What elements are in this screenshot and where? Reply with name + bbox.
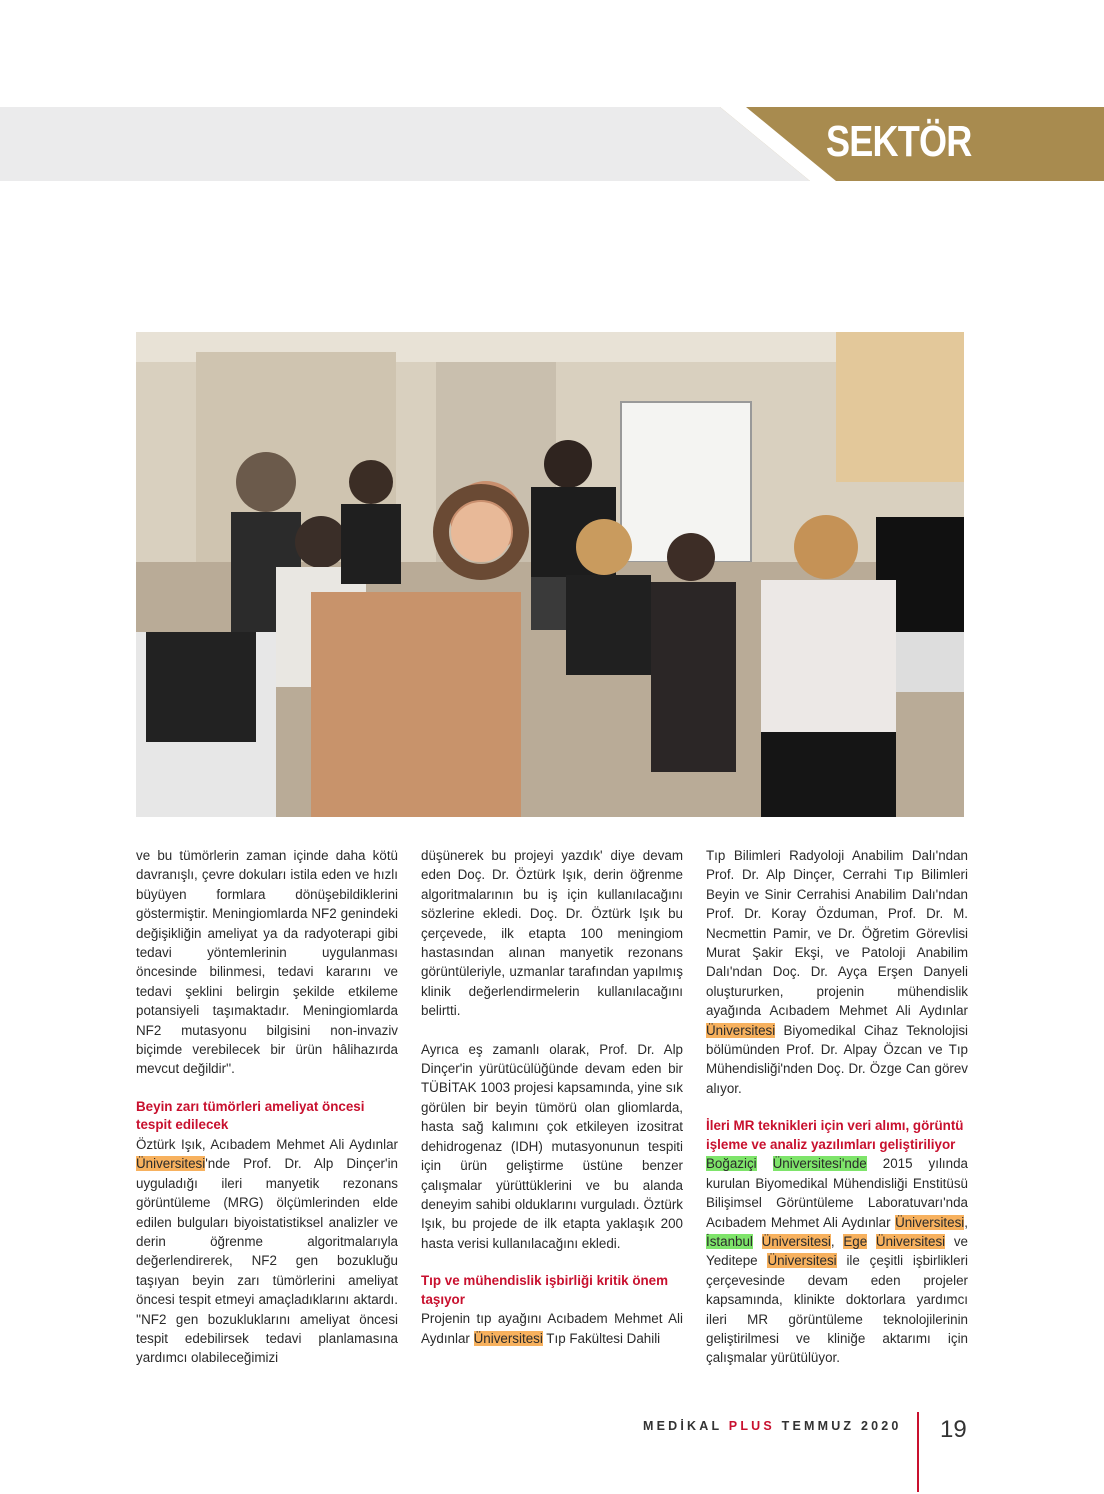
- highlight: İstanbul: [706, 1233, 753, 1249]
- paragraph: Boğaziçi Üniversitesi'nde 2015 yılında kurulan Biyomedikal Mühendisliği Enstitüsü Bilişimsel Görüntüleme Laboratuvarı'nda Acıbadem Mehmet Ali Aydınlar Üniversitesi, İstanbul Üniversitesi, Ege Üniversitesi ve Yeditepe Üniversitesi ile çeşitli işbirlikleri çerçevesinde devam eden projeler kapsamında, klinikte doktorlara yardımcı ileri MR görüntüleme teknolojilerinin geliştirilmesi ve kliniğe aktarımı için çalışmalar yürütülüyor.: [706, 1156, 968, 1366]
- text-column-2: [421, 846, 683, 1348]
- text-column-3: [706, 846, 968, 1368]
- section-label: SEKTÖR: [826, 117, 972, 166]
- page-number: 19: [940, 1416, 967, 1443]
- text-column-1: [136, 846, 398, 1368]
- highlight: Boğaziçi: [706, 1156, 757, 1172]
- subheading: Tıp ve mühendislik işbirliği kritik önem taşıyor: [421, 1273, 669, 1307]
- highlight: Üniversitesi: [706, 1022, 776, 1038]
- highlight: Üniversitesi: [136, 1156, 206, 1172]
- highlight: Üniversitesi: [767, 1253, 837, 1269]
- footer-divider: [917, 1412, 919, 1492]
- highlight: Üniversitesi: [761, 1233, 831, 1249]
- footer-brand: MEDİKAL PLUS TEMMUZ 2020: [643, 1419, 902, 1433]
- paragraph: düşünerek bu projeyi yazdık' diye devam eden Doç. Dr. Öztürk Işık, derin öğrenme algoritmalarının bu iş için kullanılacağını sözlerine ekledi. Doç. Dr. Öztürk Işık bu çerçevede, ilk etapta 100 meningiom hastasından alınan manyetik rezonans görüntüleriyle, uzmanlar tarafından yapılmış klinik değerlendirmelerin kullanılacağını belirtti.: [421, 848, 683, 1019]
- paragraph: Ayrıca eş zamanlı olarak, Prof. Dr. Alp Dinçer'in yürütücülüğünde devam eden bir TÜBİTAK 1003 projesi kapsamında, yine sık görülen bir beyin tümörü olan gliomlarda, hasta sağ kalımını çok etkileyen izositrat dehidrogenaz (IDH) mutasyonunun tespiti için ürün geliştirme üstüne benzer çalışmalar yürüttüklerini ve bu alanda deneyim sahibi olduklarını vurguladı. Öztürk Işık, bu projede de ilk etapta yaklaşık 200 hasta verisi kullanılacağını ekledi.: [421, 1041, 683, 1251]
- subheading: İleri MR teknikleri için veri alımı, görüntü işleme ve analiz yazılımları geliştiriliyor: [706, 1118, 964, 1152]
- highlight: Ege: [843, 1233, 868, 1249]
- highlight: Üniversitesi'nde: [772, 1156, 867, 1172]
- subheading: Beyin zarı tümörleri ameliyat öncesi tespit edilecek: [136, 1098, 365, 1133]
- paragraph: ve bu tümörlerin zaman içinde daha kötü davranışlı, çevre dokuları istila eden ve hızlı büyüyen formlara dönüşebildiklerini göstermiştir. Meningiomlarda NF2 genindeki değişikliğin ameliyat ya da radyoterapi gibi tedavi yöntemlerinin uygulanması öncesinde bilinmesi, tedavi kararını ve tedavi şeklini belirgin şekilde etkileme potansiyeli taşımaktadır. Meningiomlarda NF2 mutasyonu bilgisini non-invaziv biçimde verebilecek bir ürün hâlihazırda mevcut değildir''.: [136, 848, 398, 1077]
- highlight: Üniversitesi: [875, 1233, 946, 1249]
- paragraph: Projenin tıp ayağını Acıbadem Mehmet Ali Aydınlar Üniversitesi Tıp Fakültesi Dahili: [421, 1311, 683, 1346]
- highlight: Üniversitesi: [895, 1214, 965, 1230]
- paragraph: Tıp Bilimleri Radyoloji Anabilim Dalı'ndan Prof. Dr. Alp Dinçer, Cerrahi Tıp Bilimleri Beyin ve Sinir Cerrahisi Anabilim Dalı'ndan Prof. Dr. Koray Özduman, Prof. Dr. M. Necmettin Pamir, ve Dr. Öğretim Görevlisi Murat Şakir Ekşi, ve Patoloji Anabilim Dalı'ndan Doç. Dr. Ayça Erşen Danyeli oluştururken, projenin mühendislik ayağında Acıbadem Mehmet Ali Aydınlar Üniversitesi Biyomedikal Cihaz Teknolojisi bölümünden Prof. Dr. Alpay Özcan ve Tıp Mühendisliği'nden Doç. Dr. Özge Can görev alıyor.: [706, 848, 968, 1096]
- paragraph: Öztürk Işık, Acıbadem Mehmet Ali Aydınlar Üniversitesi'nde Prof. Dr. Alp Dinçer'in uyguladığı ileri manyetik rezonans görüntüleme (MRG) ölçümlerinden elde edilen bulguları biyoistatistiksel analizler ve derin öğrenme algoritmalarıyla değerlendirerek, NF2 gen bozukluğu taşıyan beyin zarı tümörlerini ameliyat öncesi tespit etmeyi amaçladıklarını aktardı. ''NF2 gen bozukluklarını ameliyat öncesi tespit edebilirsek tedavi planlamasına yardımcı olabileceğimizi: [136, 1136, 398, 1366]
- team-photo: [136, 332, 964, 817]
- team-photo-icon: [136, 332, 964, 817]
- highlight: Üniversitesi: [473, 1330, 543, 1346]
